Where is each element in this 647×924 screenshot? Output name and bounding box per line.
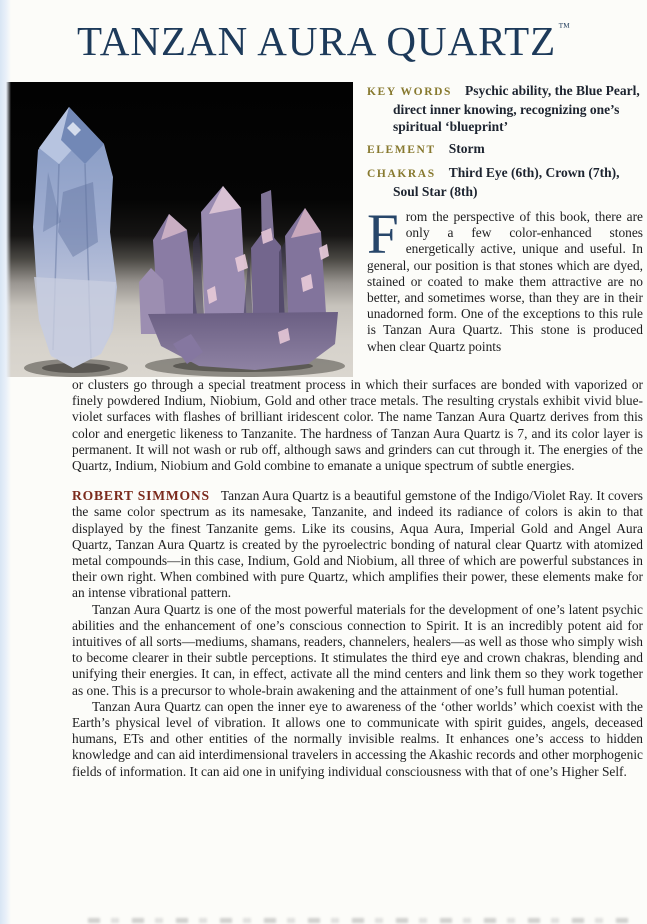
intro-paragraph (367, 203, 643, 355)
hero-section (0, 82, 647, 377)
info-column (367, 82, 643, 355)
element-value: Storm (448, 141, 485, 156)
author-paragraph-text: Tanzan Aura Quartz is a beautiful gemstone of the Indigo/Violet Ray. It covers the same color spectrum as its namesake, Tanzanite, and indeed its radiance of colors is akin to that displayed by the finest Tanzanite gems. Like its cousins, Aqua Aura, Imperial Gold and Angel Aura Quartz, Tanzan Aura Quartz is created by the pyroelectric bonding of natural clear Quartz with atomized metal compounds—in this case, Indium, Gold and Niobium, all three of which are powerful substances in their own right. When combined with pure Quartz, which amplifies their power, these elements make for an intense vibrational pattern. (72, 488, 644, 601)
paragraph-inner-eye: Tanzan Aura Quartz can open the inner eye to awareness of the ‘other worlds’ which coexist with the Earth’s physical level of vibration. It allows one to communicate with spirit guides, angels, deceased humans, ETs and other entities of the normally invisible realms. It enhances one’s access to hidden knowledge and can aid interdimensional travelers in accessing the Akashic records and other morphogenic fields of information. It can aid one in unifying individual consciousness with that of one’s Higher Self. (72, 698, 643, 779)
cropped-next-line (88, 918, 639, 923)
drop-cap: F (367, 203, 399, 266)
trademark-symbol: ™ (558, 20, 570, 34)
title-text: TANZAN AURA QUARTZ (77, 18, 557, 64)
chakras-label: CHAKRAS (367, 168, 436, 180)
page-left-edge (0, 0, 11, 924)
body-text (72, 377, 643, 780)
crystal-photo (3, 82, 353, 377)
chakras-row (367, 164, 643, 200)
crystal-photo-illustration (3, 82, 353, 377)
keywords-label: KEY WORDS (367, 86, 453, 98)
author-name: ROBERT SIMMONS (72, 488, 210, 504)
author-paragraph (72, 488, 643, 601)
intro-text: rom the perspective of this book, there are only a few color-enhanced stones energetically active, unique and useful. In general, our position is that stones which are dyed, stained or coated to make them attractive are no better, and sometimes worse, than they are in their unadorned form. One of the exceptions to this rule is Tanzan Aura Quartz. This stone is produced when clear Quartz points (367, 209, 643, 354)
chakras-value: Third Eye (6th), Crown (7th), Soul Star (8th) (393, 165, 620, 199)
keywords-row (367, 82, 643, 135)
element-label: ELEMENT (367, 144, 436, 156)
page-title (0, 0, 647, 62)
intro-continuation: or clusters go through a special treatment process in which their surfaces are bonded with vaporized or finely powdered Indium, Niobium, Gold and other trace metals. The resulting crystals exhibit vivid blue-violet surfaces with flashes of brilliant iridescent color. The name Tanzan Aura Quartz derives from this color and energetic likeness to Tanzanite. The hardness of Tanzan Aura Quartz is 7, and its color layer is permanent. It will not wash or rub off, although saws and grinders can cut through it. The energies of the Quartz, Indium, Niobium and Gold combine to emanate a unique spectrum of subtle energies. (72, 377, 643, 474)
paragraph-psychic-abilities: Tanzan Aura Quartz is one of the most powerful materials for the development of one’s latent psychic abilities and the enhancement of one’s conscious connection to Spirit. It is an incredibly potent aid for intuitives of all sorts—mediums, shamans, readers, channelers, healers—as well as those who simply wish to become clearer in their subtle perceptions. It stimulates the third eye and crown chakras, blending and unifying their energies. It can, in effect, activate all the mind centers and link them so they work together as one. This is a precursor to whole-brain awakening and the attainment of one’s full human potential. (72, 601, 643, 698)
element-row (367, 140, 643, 159)
keywords-value: Psychic ability, the Blue Pearl, direct inner knowing, recognizing one’s spiritual ‘blueprint’ (393, 83, 640, 134)
